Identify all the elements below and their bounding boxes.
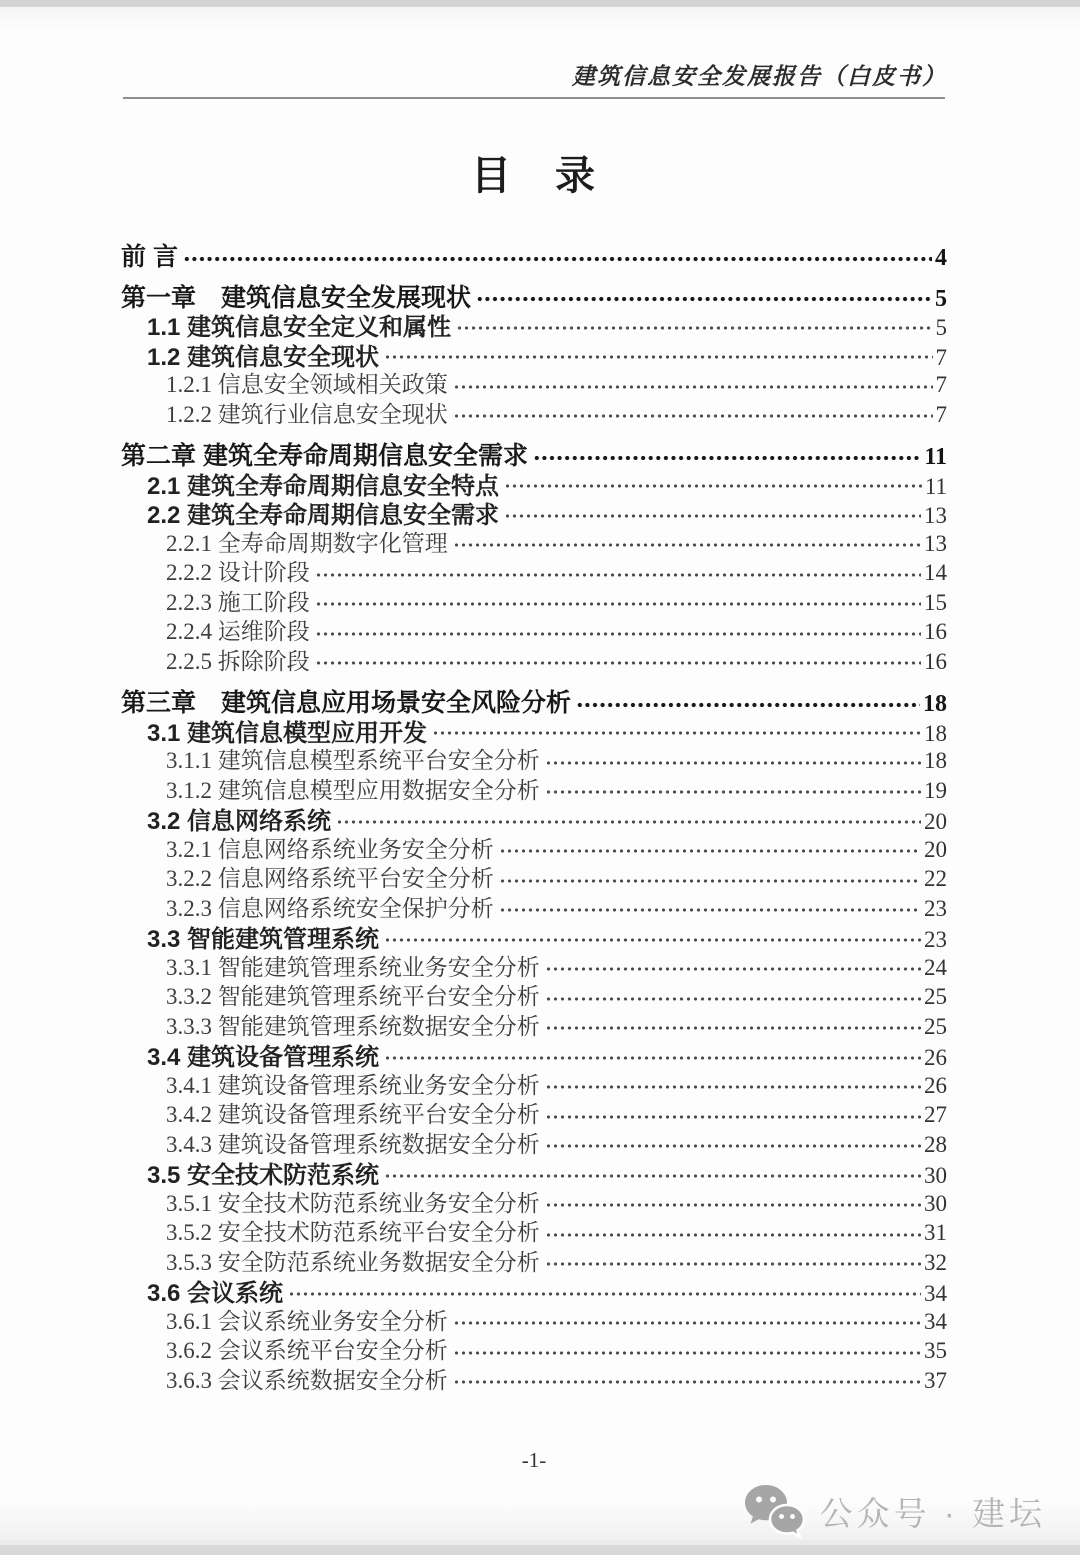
wechat-icon <box>742 1483 806 1539</box>
header-rule <box>123 97 945 99</box>
toc-entry-sub[interactable] <box>121 1185 947 1215</box>
toc-entry-label: 前 言 <box>121 243 178 271</box>
toc-page-number: 11 <box>924 444 947 470</box>
dotted-leader <box>545 994 921 1004</box>
toc-entry-section[interactable] <box>121 307 947 341</box>
toc-entry-sub[interactable] <box>121 949 947 979</box>
toc-page-number: 14 <box>924 560 947 585</box>
toc-entry-label: 3.5.2 安全技术防范系统平台安全分析 <box>166 1220 540 1245</box>
toc-entry-sub[interactable] <box>121 525 947 555</box>
toc-page-number: 11 <box>924 473 947 499</box>
toc-page-number: 24 <box>924 954 947 980</box>
toc-page-number: 25 <box>924 1013 947 1039</box>
toc-entry-label: 3.3.1 智能建筑管理系统业务安全分析 <box>166 954 540 980</box>
toc-entry-section[interactable] <box>121 1273 947 1307</box>
toc-page-number: 31 <box>924 1220 947 1245</box>
toc-entry-label: 3.5.1 安全技术防范系统业务安全分析 <box>166 1190 540 1216</box>
toc-entry-label: 3.1.2 建筑信息模型应用数据安全分析 <box>166 777 540 803</box>
dotted-leader <box>288 1289 921 1299</box>
toc-page-number: 28 <box>924 1131 947 1157</box>
dotted-leader <box>453 540 921 550</box>
dotted-leader <box>499 905 921 915</box>
toc-entry-sub[interactable] <box>121 1244 947 1274</box>
dotted-leader <box>384 352 932 362</box>
toc-page-number: 34 <box>924 1281 947 1306</box>
toc-page-number: 15 <box>924 589 947 615</box>
dotted-leader <box>453 1377 921 1387</box>
toc-entry-section[interactable] <box>121 801 947 835</box>
toc-entry-label: 2.2.3 施工阶段 <box>166 589 310 615</box>
toc-entry-sub[interactable] <box>121 831 947 861</box>
toc-entry-section[interactable] <box>121 466 947 500</box>
dotted-leader <box>545 758 921 768</box>
running-header-title: 建筑信息安全发展报告（白皮书） <box>572 64 947 89</box>
toc-page-number: 13 <box>924 530 947 556</box>
dotted-leader <box>576 700 920 710</box>
toc-entry-sub[interactable] <box>121 772 947 802</box>
dotted-leader <box>545 1200 921 1210</box>
toc-entry-sub[interactable] <box>121 1332 947 1362</box>
watermark <box>742 1483 1046 1539</box>
toc-page-number: 4 <box>935 245 947 271</box>
toc-entry-sub[interactable] <box>121 860 947 890</box>
toc-page-number: 18 <box>924 748 947 773</box>
dotted-leader <box>545 1112 921 1122</box>
dotted-leader <box>499 876 921 886</box>
toc-entry-section[interactable] <box>121 1155 947 1189</box>
toc-page-number: 20 <box>924 809 947 834</box>
dotted-leader <box>453 1348 921 1358</box>
toc-entry-label: 1.1 建筑信息安全定义和属性 <box>147 314 452 341</box>
dotted-leader <box>533 453 921 463</box>
toc-entry-sub[interactable] <box>121 1303 947 1333</box>
toc-entry-label: 3.4 建筑设备管理系统 <box>147 1044 380 1071</box>
toc-entry-sub[interactable] <box>121 643 947 673</box>
toc-entry-label: 第二章 建筑全寿命周期信息安全需求 <box>121 442 528 470</box>
dotted-leader <box>545 1023 921 1033</box>
toc-entry-label: 2.2.5 拆除阶段 <box>166 648 310 674</box>
toc-entry-label: 3.2.2 信息网络系统平台安全分析 <box>166 866 494 891</box>
toc-entry-sub[interactable] <box>121 1126 947 1156</box>
toc-entry-label: 2.2.4 运维阶段 <box>166 619 310 644</box>
toc-entry-label: 3.2.3 信息网络系统安全保护分析 <box>166 895 494 921</box>
toc-entry-sub[interactable] <box>121 1096 947 1126</box>
dotted-leader <box>384 1171 921 1181</box>
toc-entry-label: 3.4.3 建筑设备管理系统数据安全分析 <box>166 1131 540 1157</box>
toc-entry-label: 第一章 建筑信息安全发展现状 <box>121 283 472 312</box>
dotted-leader <box>545 964 921 974</box>
toc-page-number: 37 <box>924 1367 947 1393</box>
toc-entry-label: 3.4.2 建筑设备管理系统平台安全分析 <box>166 1102 540 1127</box>
dotted-leader <box>183 254 932 264</box>
toc-page-number: 16 <box>924 619 947 644</box>
toc-entry-label: 1.2 建筑信息安全现状 <box>147 343 380 371</box>
toc-page-number: 16 <box>924 648 947 674</box>
toc-entry-label: 第三章 建筑信息应用场景安全风险分析 <box>121 689 572 717</box>
toc-entry-label: 3.6.1 会议系统业务安全分析 <box>166 1308 448 1334</box>
dotted-leader <box>432 728 921 738</box>
toc-page-number: 13 <box>924 503 947 528</box>
toc-entry-section[interactable] <box>121 495 947 529</box>
toc-entry-chapter[interactable] <box>121 278 947 312</box>
toc-page-number: 19 <box>924 777 947 803</box>
toc-entry-label: 1.2.1 信息安全领域相关政策 <box>166 372 448 397</box>
toc-entry-label: 3.5 安全技术防范系统 <box>147 1162 380 1189</box>
toc-page-number: 30 <box>924 1190 947 1216</box>
dotted-leader <box>315 629 921 639</box>
toc-entry-chapter[interactable] <box>121 683 947 717</box>
dotted-leader <box>499 846 921 856</box>
dotted-leader <box>545 1230 921 1240</box>
toc-entry-label: 3.6.3 会议系统数据安全分析 <box>166 1367 448 1393</box>
toc-entry-label: 3.1 建筑信息模型应用开发 <box>147 719 428 747</box>
dotted-leader <box>315 570 921 580</box>
toc-entry-label: 3.5.3 安全防范系统业务数据安全分析 <box>166 1249 540 1275</box>
toc-entry-label: 3.2.1 信息网络系统业务安全分析 <box>166 836 494 862</box>
toc-page-number: 7 <box>935 372 947 397</box>
dotted-leader <box>504 481 922 491</box>
toc-page-number: 7 <box>935 401 947 427</box>
toc-entry-chapter[interactable] <box>121 237 947 271</box>
toc-page-number: 23 <box>924 895 947 921</box>
toc-page-number: 18 <box>924 720 947 746</box>
footer-page-number: -1- <box>521 1448 547 1472</box>
toc-entry-sub[interactable] <box>121 554 947 584</box>
toc-entry-sub[interactable] <box>121 1008 947 1038</box>
toc-entry-label: 3.3.2 智能建筑管理系统平台安全分析 <box>166 984 540 1009</box>
toc-entry-sub[interactable] <box>121 1067 947 1097</box>
toc-page-number: 18 <box>923 691 947 717</box>
dotted-leader <box>384 935 921 945</box>
toc-entry-label: 2.1 建筑全寿命周期信息安全特点 <box>147 472 500 500</box>
toc-entry-sub[interactable] <box>121 366 947 396</box>
toc-page-number: 7 <box>935 344 947 370</box>
toc-entry-section[interactable] <box>121 337 947 371</box>
toc-page-number: 26 <box>924 1045 947 1070</box>
toc-entry-label: 3.3.3 智能建筑管理系统数据安全分析 <box>166 1013 540 1039</box>
dotted-leader <box>476 294 932 304</box>
toc-page-number: 30 <box>924 1163 947 1188</box>
toc-page-number: 35 <box>924 1338 947 1363</box>
toc-entry-sub[interactable] <box>121 1214 947 1244</box>
table-of-contents <box>121 216 947 1391</box>
toc-entry-section[interactable] <box>121 919 947 953</box>
toc-entry-chapter[interactable] <box>121 436 947 470</box>
watermark-text: 公众号 · 建坛 <box>819 1494 1046 1532</box>
dotted-leader <box>315 599 921 609</box>
toc-entry-label: 3.1.1 建筑信息模型系统平台安全分析 <box>166 748 540 773</box>
toc-entry-sub[interactable] <box>121 978 947 1008</box>
toc-entry-label: 3.4.1 建筑设备管理系统业务安全分析 <box>166 1072 540 1098</box>
toc-page-number: 26 <box>924 1072 947 1098</box>
toc-entry-section[interactable] <box>121 1037 947 1071</box>
scan-edge-top <box>0 0 1080 7</box>
dotted-leader <box>456 323 932 333</box>
dotted-leader <box>315 658 921 668</box>
toc-entry-label: 1.2.2 建筑行业信息安全现状 <box>166 401 448 427</box>
dotted-leader <box>504 511 921 521</box>
scan-edge-bottom <box>0 1545 1080 1555</box>
toc-page-number: 25 <box>924 984 947 1009</box>
toc-page-number: 5 <box>935 315 947 340</box>
page-title: 目 录 <box>471 154 597 198</box>
toc-page-number: 5 <box>935 285 947 312</box>
toc-entry-label: 3.2 信息网络系统 <box>147 808 332 835</box>
toc-page-number: 20 <box>924 836 947 862</box>
toc-page-number: 23 <box>924 927 947 952</box>
toc-entry-label: 3.3 智能建筑管理系统 <box>147 926 380 953</box>
toc-entry-label: 3.6.2 会议系统平台安全分析 <box>166 1338 448 1363</box>
dotted-leader <box>545 1082 921 1092</box>
toc-entry-label: 2.2.1 全寿命周期数字化管理 <box>166 530 448 556</box>
dotted-leader <box>545 787 921 797</box>
toc-entry-sub[interactable] <box>121 613 947 643</box>
toc-entry-sub[interactable] <box>121 584 947 614</box>
toc-entry-label: 3.6 会议系统 <box>147 1280 284 1307</box>
dotted-leader <box>545 1141 921 1151</box>
toc-entry-sub[interactable] <box>121 742 947 772</box>
toc-page-number: 22 <box>924 866 947 891</box>
toc-entry-label: 2.2.2 设计阶段 <box>166 560 310 585</box>
dotted-leader <box>336 817 921 827</box>
toc-entry-label: 2.2 建筑全寿命周期信息安全需求 <box>147 502 500 529</box>
dotted-leader <box>453 382 933 392</box>
toc-page-number: 27 <box>924 1102 947 1127</box>
dotted-leader <box>453 411 933 421</box>
dotted-leader <box>384 1053 921 1063</box>
dotted-leader <box>453 1318 921 1328</box>
toc-entry-sub[interactable] <box>121 396 947 426</box>
toc-entry-sub[interactable] <box>121 1362 947 1392</box>
toc-page-number: 32 <box>924 1249 947 1275</box>
dotted-leader <box>545 1259 921 1269</box>
toc-page-number: 34 <box>924 1308 947 1334</box>
toc-entry-sub[interactable] <box>121 890 947 920</box>
